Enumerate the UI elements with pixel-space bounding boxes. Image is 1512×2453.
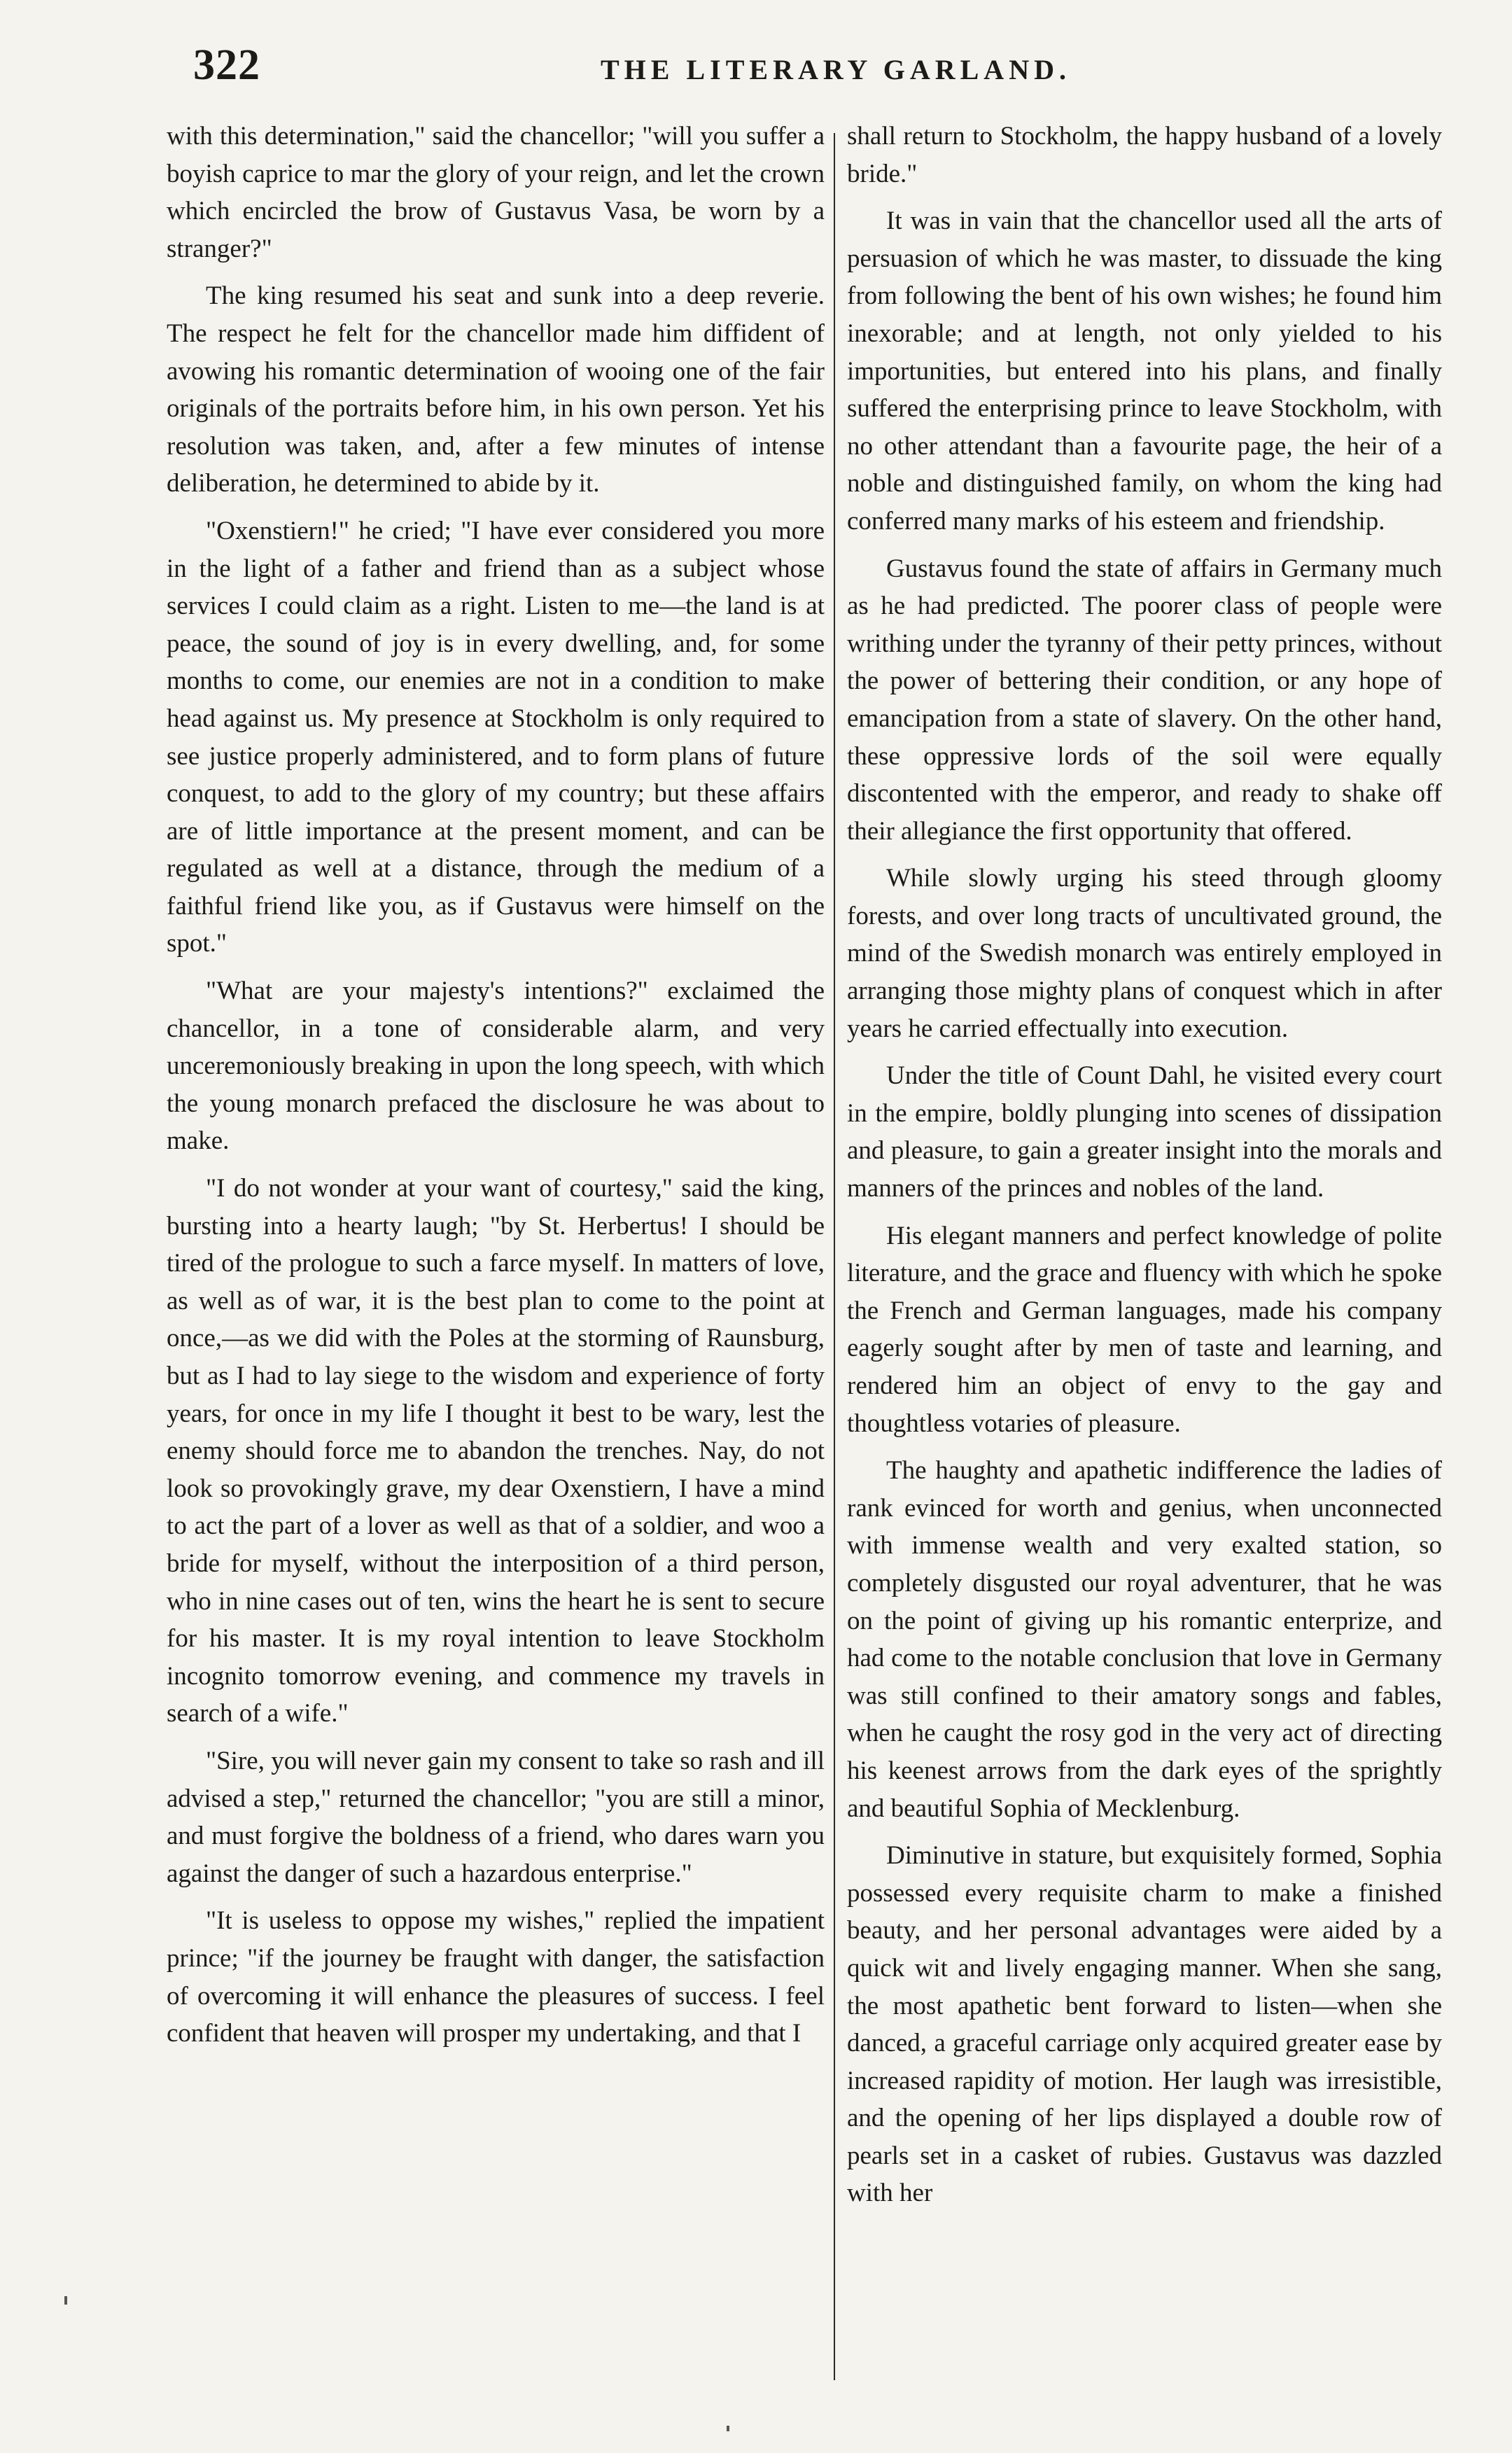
paragraph: "It is useless to oppose my wishes," replied the impatient prince; "if the journey be fraught with danger, the satisfaction of overcoming it will enhance the pleasures of success. I feel confident that heaven will prosper my undertaking, and that I bbox=[167, 1906, 825, 2048]
paragraph: "Sire, you will never gain my consent to take so rash and ill advised a step," returned the chancellor; "you are still a minor, and must forgive the boldness of a friend, who dares warn you against the danger of such a hazardous enterprise." bbox=[167, 1746, 825, 1888]
right-text-column bbox=[847, 118, 1442, 2222]
paragraph: While slowly urging his steed through gloomy forests, and over long tracts of uncultivated ground, the mind of the Swedish monarch was entirely employed in arranging those mighty plans of conquest which in after years he carried effectually into execution. bbox=[847, 864, 1442, 1043]
scan-speck bbox=[64, 2296, 67, 2305]
paragraph: Under the title of Count Dahl, he visited every court in the empire, boldly plunging into scenes of dissipation and pleasure, to gain a greater insight into the morals and manners of the princes and nobles of the land. bbox=[847, 1061, 1442, 1203]
page-number: 322 bbox=[193, 41, 260, 89]
paragraph: shall return to Stockholm, the happy husband of a lovely bride." bbox=[847, 122, 1442, 188]
running-head bbox=[167, 41, 1462, 97]
paragraph: It was in vain that the chancellor used all the arts of persuasion of which he was master, to dissuade the king from following the bent of his own wishes; he found him inexorable; and at length, not only yielded to his importunities, but entered into his plans, and finally suffered the enterprising prince to leave Stockholm, with no other attendant than a favourite page, the heir of a noble and distinguished family, on whom the king had conferred many marks of his esteem and friendship. bbox=[847, 207, 1442, 536]
paragraph: His elegant manners and perfect knowledge of polite literature, and the grace and fluency with which he spoke the French and German languages, made his company eagerly sought after by men of taste and learning, and rendered him an object of envy to the gay and thoughtless votaries of pleasure. bbox=[847, 1221, 1442, 1438]
scan-speck bbox=[727, 2426, 729, 2431]
paragraph: Gustavus found the state of affairs in Germany much as he had predicted. The poorer class of people were writhing under the tyranny of their petty princes, without the power of bettering their condition, or any hope of emancipation from a state of slavery. On the other hand, these oppressive lords of the soil were equally discontented with the emperor, and ready to shake off their allegiance the first opportunity that offered. bbox=[847, 554, 1442, 846]
paragraph: Diminutive in stature, but exquisitely formed, Sophia possessed every requisite charm to make a finished beauty, and her personal advantages were aided by a quick wit and lively engaging manner. When she sang, the most apathetic bent forward to listen—when she danced, a graceful carriage only acquired greater ease by increased rapidity of motion. Her laugh was irresistible, and the opening of her lips displayed a double row of pearls set in a casket of rubies. Gustavus was dazzled with her bbox=[847, 1841, 1442, 2208]
paragraph: with this determination," said the chancellor; "will you suffer a boyish caprice to mar the glory of your reign, and let the crown which encircled the brow of Gustavus Vasa, be worn by a stranger?" bbox=[167, 122, 825, 263]
column-divider bbox=[834, 133, 835, 2380]
paragraph: "What are your majesty's intentions?" exclaimed the chancellor, in a tone of considerable alarm, and very unceremoniously breaking in upon the long speech, with which the young monarch prefaced the disclosure he was about to make. bbox=[167, 977, 825, 1156]
paragraph: The haughty and apathetic indifference the ladies of rank evinced for worth and genius, when unconnected with immense wealth and very exalted station, so completely disgusted our royal adventurer, that he was on the point of giving up his romantic enterprize, and had come to the notable conclusion that love in Germany was still confined to their amatory songs and fables, when he caught the rosy god in the very act of directing his keenest arrows from the dark eyes of the sprightly and beautiful Sophia of Mecklenburg. bbox=[847, 1456, 1442, 1823]
paragraph: The king resumed his seat and sunk into a deep reverie. The respect he felt for the chancellor made him diffident of avowing his romantic determination of wooing one of the fair originals of the portraits before him, in his own person. Yet his resolution was taken, and, after a few minutes of intense deliberation, he determined to abide by it. bbox=[167, 281, 825, 498]
paragraph: "Oxenstiern!" he cried; "I have ever considered you more in the light of a father and friend than as a subject whose services I could claim as a right. Listen to me—the land is at peace, the sound of joy is in every dwelling, and, for some months to come, our enemies are not in a condition to make head against us. My presence at Stockholm is only required to see justice properly administered, and to form plans of future conquest, to add to the glory of my country; but these affairs are of little importance at the present moment, and can be regulated as well at a distance, through the medium of a faithful friend like you, as if Gustavus were himself on the spot." bbox=[167, 516, 825, 958]
left-text-column bbox=[167, 118, 825, 2062]
paragraph: "I do not wonder at your want of courtesy," said the king, bursting into a hearty laugh; "by St. Herbertus! I should be tired of the prologue to such a farce myself. In matters of love, as well as of war, it is the best plan to come to the point at once,—as we did with the Poles at the storming of Raunsburg, but as I had to lay siege to the wisdom and experience of forty years, for once in my life I thought it best to be wary, lest the enemy should force me to abandon the trenches. Nay, do not look so provokingly grave, my dear Oxenstiern, I have a mind to act the part of a lover as well as that of a soldier, and woo a bride for myself, without the interposition of a third person, who in nine cases out of ten, wins the heart he is sent to secure for his master. It is my royal intention to leave Stockholm incognito tomorrow evening, and commence my travels in search of a wife." bbox=[167, 1174, 825, 1728]
running-title: THE LITERARY GARLAND. bbox=[601, 54, 1071, 85]
